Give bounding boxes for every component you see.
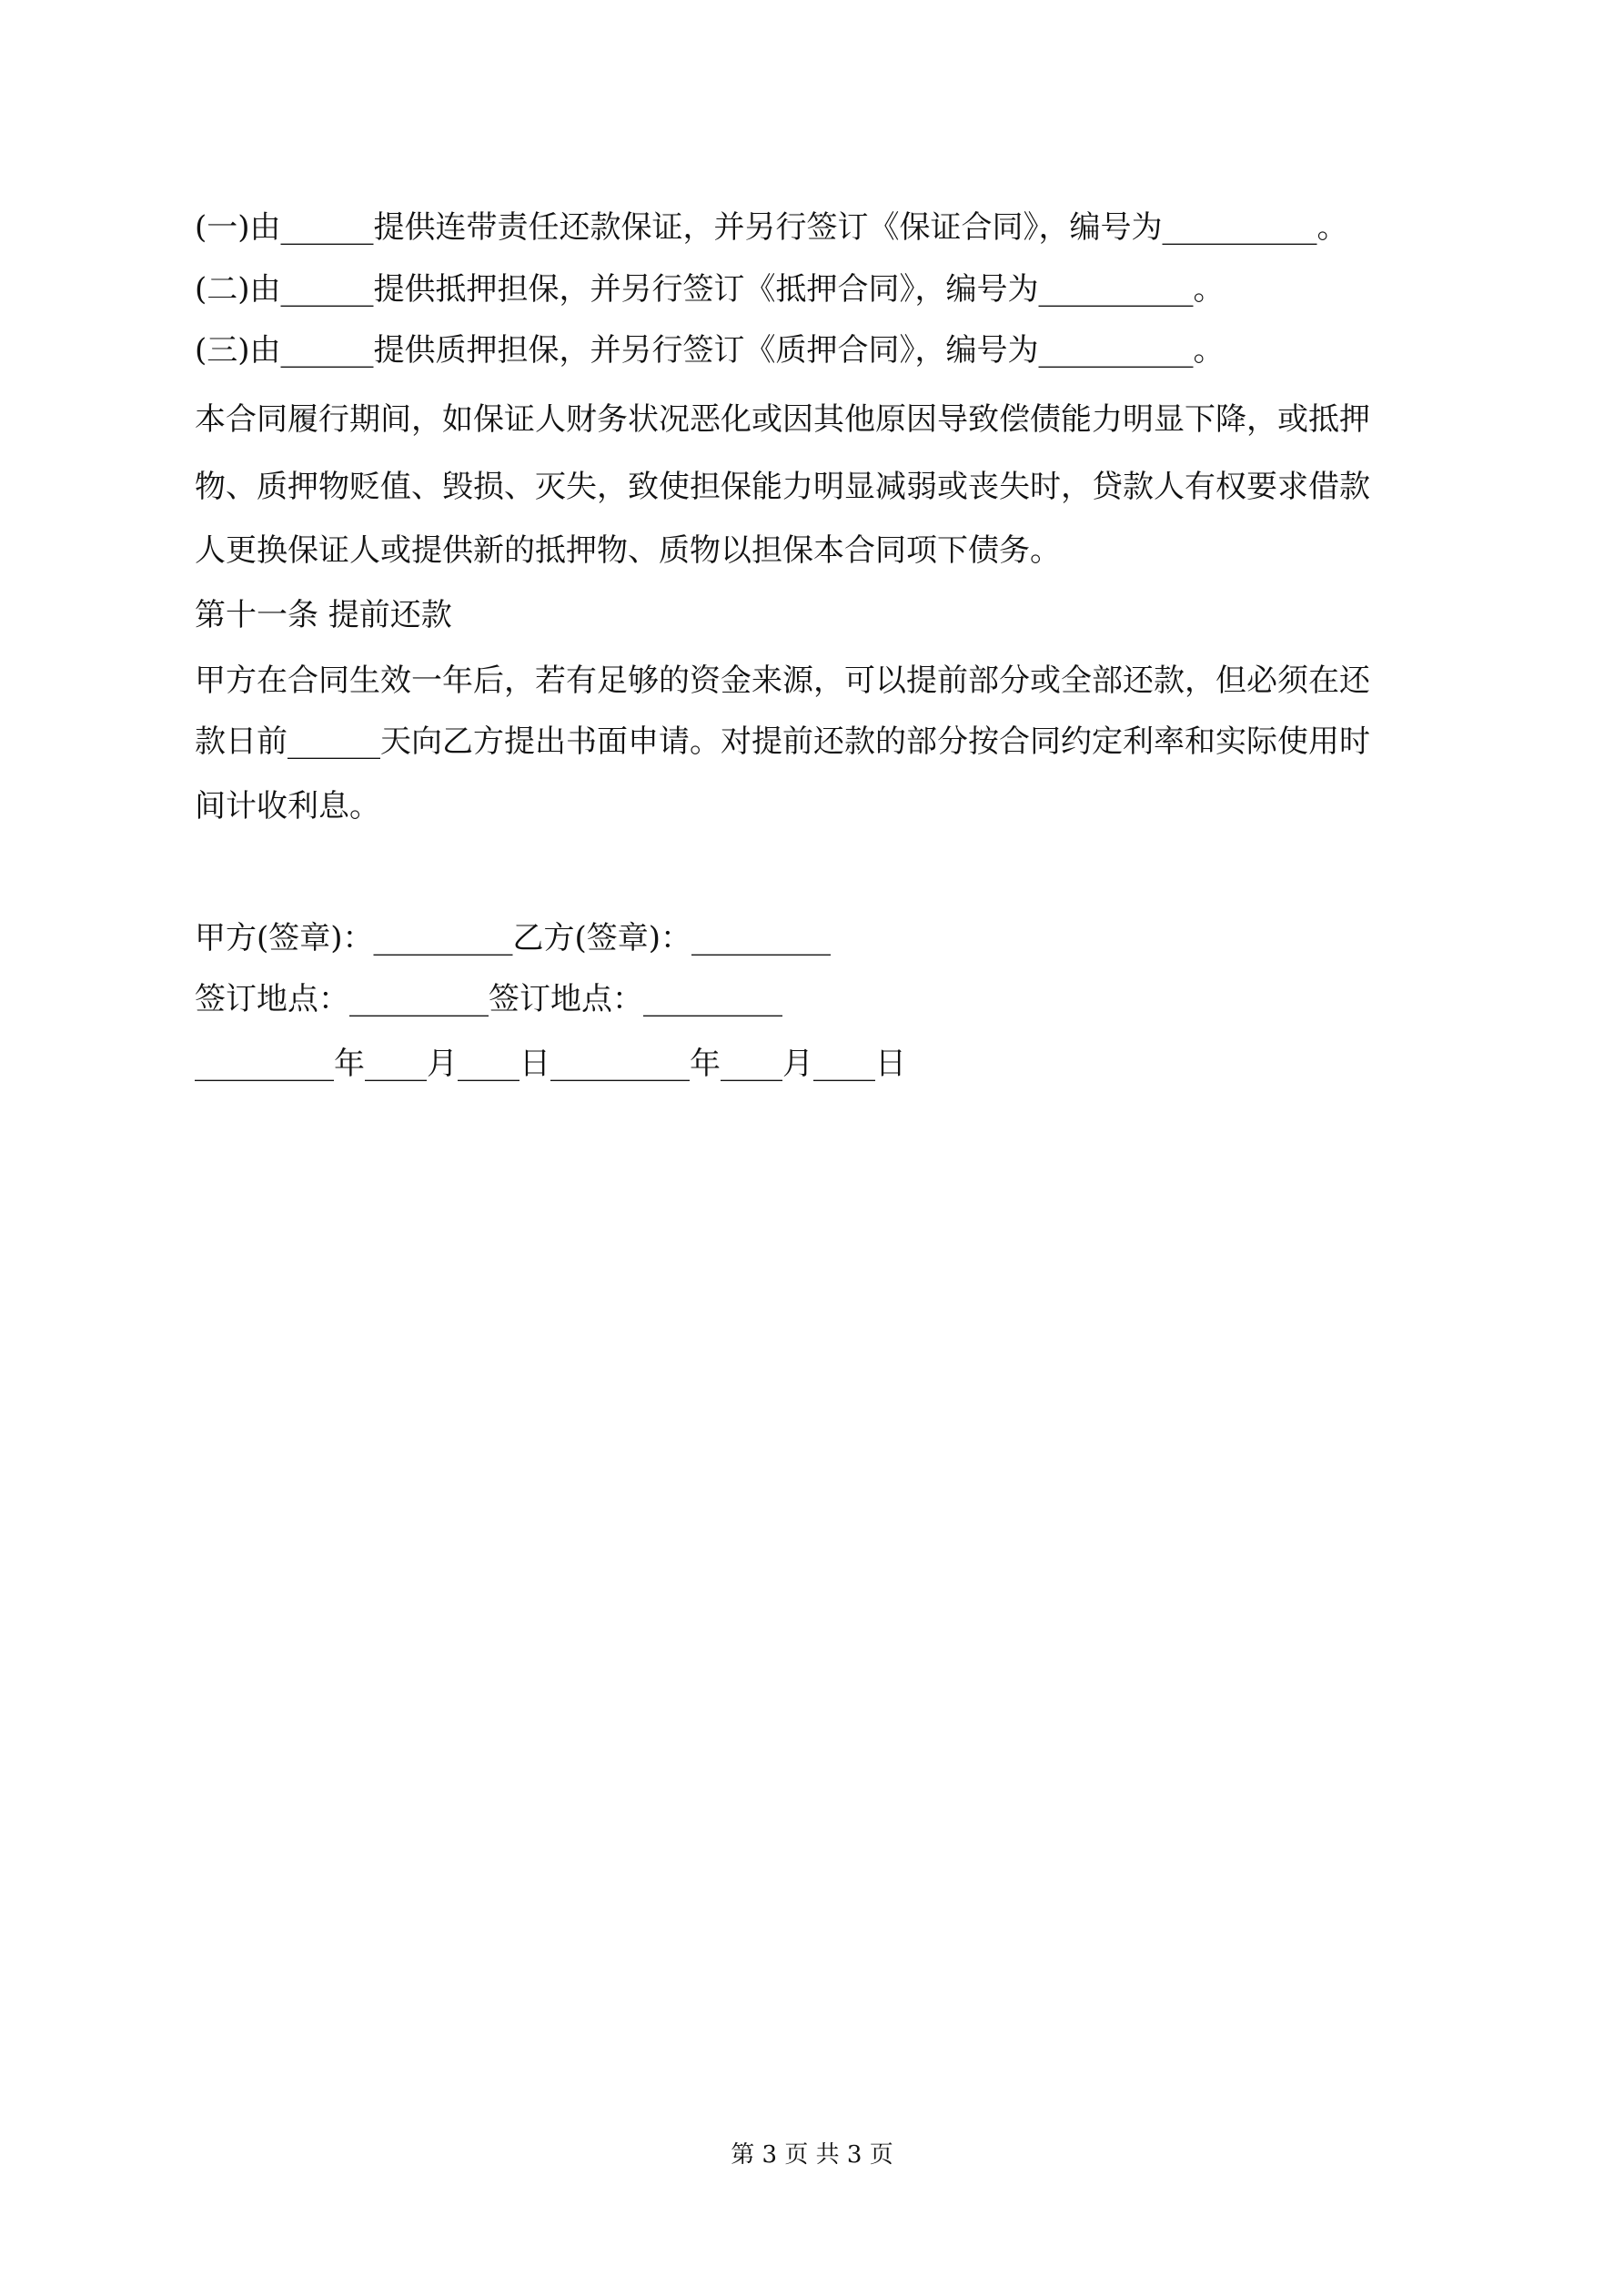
signing-location-line: 签订地点：_________签订地点：_________ bbox=[195, 981, 782, 1017]
paragraph-line: 款日前______天向乙方提出书面申请。对提前还款的部分按合同约定利率和实际使用时 bbox=[195, 723, 1370, 760]
paragraph-line: 间计收利息。 bbox=[195, 788, 380, 824]
page-number: 第 3 页 共 3 页 bbox=[731, 2141, 893, 2169]
signature-line: 甲方(签章)：_________乙方(签章)：_________ bbox=[195, 920, 832, 956]
paragraph-line: 物、质押物贬值、毁损、灭失，致使担保能力明显减弱或丧失时，贷款人有权要求借款 bbox=[195, 469, 1370, 505]
paragraph-line: 甲方在合同生效一年后，若有足够的资金来源，可以提前部分或全部还款，但必须在还 bbox=[195, 663, 1370, 699]
paragraph-line: 人更换保证人或提供新的抵押物、质物以担保本合同项下债务。 bbox=[195, 532, 1061, 569]
paragraph-line: 本合同履行期间，如保证人财务状况恶化或因其他原因导致偿债能力明显下降，或抵押 bbox=[195, 401, 1370, 438]
guarantee-item-2: (二)由______提供抵押担保，并另行签订《抵押合同》，编号为__________。 bbox=[195, 271, 1225, 308]
signing-date-line: _________年____月____日_________年____月____日 bbox=[195, 1046, 906, 1082]
guarantee-item-1: (一)由______提供连带责任还款保证，并另行签订《保证合同》，编号为__________。 bbox=[195, 209, 1348, 246]
guarantee-item-3: (三)由______提供质押担保，并另行签订《质押合同》，编号为__________。 bbox=[195, 332, 1225, 369]
article-11-heading: 第十一条 提前还款 bbox=[195, 597, 452, 633]
